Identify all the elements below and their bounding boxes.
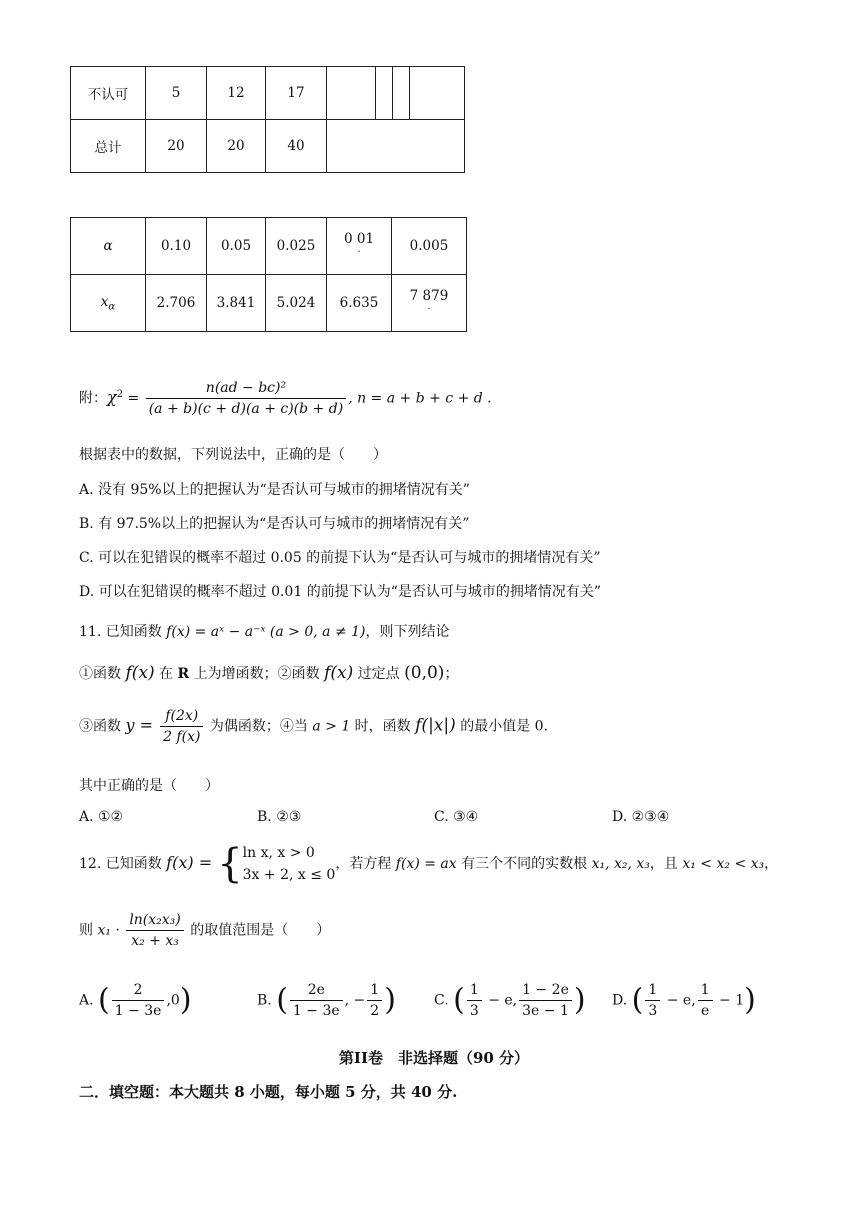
piecewise	[243, 842, 336, 886]
fx: f(x)	[125, 663, 155, 683]
denominator: (a + b)(c + d)(a + c)(b + d)	[148, 401, 344, 417]
num: 1 − 2e	[519, 982, 572, 1001]
x-alpha-label	[71, 275, 146, 332]
q10-option-b: B. 有 97.5%以上的把握认为“是否认可与城市的拥堵情况有关”	[79, 516, 470, 532]
table-cell: 17	[266, 67, 327, 120]
q11-option-d: D. ②③④	[612, 809, 670, 825]
text: 为偶函数；④当	[205, 718, 313, 735]
paren: (	[453, 982, 465, 1018]
q12-option-a	[79, 982, 192, 1019]
numerator: ln(x₂x₃)	[126, 912, 183, 931]
q11-option-a: A. ①②	[79, 809, 124, 825]
text: 上为增函数；②函数	[189, 666, 325, 682]
paren: )	[179, 982, 192, 1018]
q11-function: f(x) = aˣ − a⁻ˣ (a > 0, a ≠ 1)	[166, 624, 366, 640]
frac	[519, 982, 572, 1019]
appendix-prefix: 附：	[79, 390, 107, 407]
table-cell: 12	[207, 67, 266, 120]
table-cell: 0.10	[146, 218, 207, 275]
left-brace: {	[217, 841, 243, 887]
mid: − e,	[483, 992, 518, 1009]
table-row	[71, 67, 465, 120]
order: x₁ < x₂ < x₃	[682, 856, 765, 872]
q10-stem: 根据表中的数据，下列说法中，正确的是（ ）	[79, 447, 387, 463]
section-title: 第II卷 非选择题（90 分）	[338, 1049, 530, 1067]
table-cell	[376, 67, 393, 120]
y-eq: y =	[125, 715, 159, 735]
den: 1 − 3e	[292, 1003, 340, 1019]
q11-fraction	[160, 708, 203, 745]
chi-symbol: χ	[107, 387, 117, 407]
cell-text: 7 879	[409, 288, 449, 304]
table-cell: 0.005	[392, 218, 467, 275]
denominator: x₂ + x₃	[131, 933, 179, 949]
table-cell	[327, 120, 465, 173]
label: D.	[612, 992, 628, 1009]
alpha-sub: α	[108, 301, 116, 313]
chi-square-formula	[79, 380, 492, 417]
numerator: n(ad − bc)²	[146, 380, 346, 399]
text: 时，函数	[350, 718, 416, 735]
label: A.	[79, 992, 94, 1009]
chi-fraction	[146, 380, 346, 417]
table-cell: 3.841	[207, 275, 266, 332]
text: 在	[154, 666, 178, 682]
critical-value-table	[70, 217, 467, 332]
frac	[367, 982, 382, 1019]
text: 12. 已知函数	[79, 856, 167, 872]
equation: f(x) = ax	[395, 856, 457, 872]
x1: x₁ ·	[97, 922, 125, 939]
table-row	[71, 275, 467, 332]
text: 的取值范围是（ ）	[185, 922, 331, 939]
q11-stem	[79, 621, 450, 641]
q11-statement-2	[79, 708, 548, 745]
denominator: 2 f(x)	[163, 729, 201, 745]
q12-fraction	[126, 912, 183, 949]
equals: =	[123, 390, 144, 407]
text: 过定点	[353, 666, 405, 682]
num: 1	[645, 982, 660, 1001]
case-1: ln x, x > 0	[242, 845, 315, 861]
paren: )	[744, 982, 756, 1018]
table-cell: 5	[146, 67, 207, 120]
q11-option-c: C. ③④	[434, 809, 479, 825]
table-cell: 40	[266, 120, 327, 173]
x-symbol: x	[100, 293, 109, 310]
q11-stem-a: 11. 已知函数	[79, 624, 167, 640]
formula-suffix: , n = a + b + c + d .	[348, 390, 492, 407]
q11-prompt: 其中正确的是（ ）	[79, 778, 219, 794]
num: 1	[367, 982, 382, 1001]
text: ，若方程	[335, 856, 396, 872]
text: ；	[444, 666, 459, 682]
f-abs-x: f(|x|)	[415, 715, 456, 736]
den: 3e − 1	[522, 1003, 569, 1019]
table-cell	[327, 218, 392, 275]
frac	[645, 982, 660, 1019]
tail: ,0	[166, 992, 180, 1009]
row-label: 不认可	[71, 67, 146, 120]
table-cell	[327, 67, 376, 120]
table-cell: 0.05	[207, 218, 266, 275]
frac	[112, 982, 165, 1019]
table-cell: 2.706	[146, 275, 207, 332]
q10-option-a: A. 没有 95%以上的把握认为“是否认可与城市的拥堵情况有关”	[79, 482, 470, 498]
table-row	[71, 120, 465, 173]
label: B.	[257, 992, 272, 1009]
roots: x₁, x₂, x₃	[591, 856, 650, 872]
q12-option-b	[257, 982, 396, 1019]
num: 2e	[290, 982, 343, 1001]
alpha-label: α	[71, 218, 146, 275]
fx: f(x) =	[166, 853, 218, 872]
den: e	[700, 1003, 710, 1019]
text: ，且	[649, 856, 683, 872]
table-cell: 20	[146, 120, 207, 173]
fixed-point: (0,0)	[404, 663, 445, 683]
cell-dot: .	[357, 244, 361, 255]
cell-text: 0 01	[343, 231, 375, 247]
num: 2	[112, 982, 165, 1001]
q11-stem-b: ，则下列结论	[365, 624, 450, 640]
text: ③函数	[79, 718, 126, 735]
paren: (	[98, 982, 110, 1018]
condition: a > 1	[312, 718, 351, 735]
table-cell: 20	[207, 120, 266, 173]
table-cell	[392, 275, 467, 332]
contingency-table	[70, 66, 465, 173]
table-cell: 0.025	[266, 218, 327, 275]
real-R: R	[177, 666, 190, 682]
table-cell: 5.024	[266, 275, 327, 332]
frac	[467, 982, 482, 1019]
text: ①函数	[79, 666, 126, 682]
paren: )	[384, 982, 396, 1018]
q12-stem	[79, 842, 778, 886]
den: 2	[370, 1003, 380, 1019]
den: 3	[648, 1003, 658, 1019]
text: 有三个不同的实数根	[456, 856, 592, 872]
numerator: f(2x)	[160, 708, 203, 727]
paren: )	[573, 982, 586, 1018]
frac	[290, 982, 343, 1019]
q12-line-2	[79, 912, 330, 949]
text: ，	[764, 856, 779, 872]
mid: − e,	[662, 992, 696, 1009]
section-heading: 二．填空题：本大题共 8 小题，每小题 5 分，共 40 分.	[79, 1083, 458, 1101]
label: C.	[434, 992, 449, 1009]
paren: (	[631, 982, 644, 1018]
table-cell	[410, 67, 465, 120]
q12-option-d	[612, 982, 756, 1019]
paren: (	[276, 982, 288, 1018]
mid: , −	[344, 992, 366, 1009]
num: 1	[467, 982, 482, 1001]
frac	[698, 982, 713, 1019]
table-cell	[393, 67, 410, 120]
q10-option-c: C. 可以在犯错误的概率不超过 0.05 的前提下认为“是否认可与城市的拥堵情况有关”	[79, 550, 601, 566]
text: 则	[79, 922, 98, 939]
cell-dot: .	[427, 301, 431, 312]
q11-statement-1	[79, 663, 458, 683]
q10-option-d: D. 可以在犯错误的概率不超过 0.01 的前提下认为“是否认可与城市的拥堵情况有关”	[79, 584, 602, 600]
fx: f(x)	[324, 663, 354, 683]
num: 1	[698, 982, 713, 1001]
table-row	[71, 218, 467, 275]
chi-sup: 2	[116, 388, 124, 400]
q11-option-b: B. ②③	[257, 809, 302, 825]
tail: − 1	[714, 992, 745, 1009]
den: 3	[469, 1003, 479, 1019]
q12-option-c	[434, 982, 586, 1019]
case-2: 3x + 2, x ≤ 0	[242, 867, 336, 883]
row-label: 总计	[71, 120, 146, 173]
text: 的最小值是 0.	[455, 718, 549, 735]
table-cell: 6.635	[327, 275, 392, 332]
den: 1 − 3e	[114, 1003, 162, 1019]
